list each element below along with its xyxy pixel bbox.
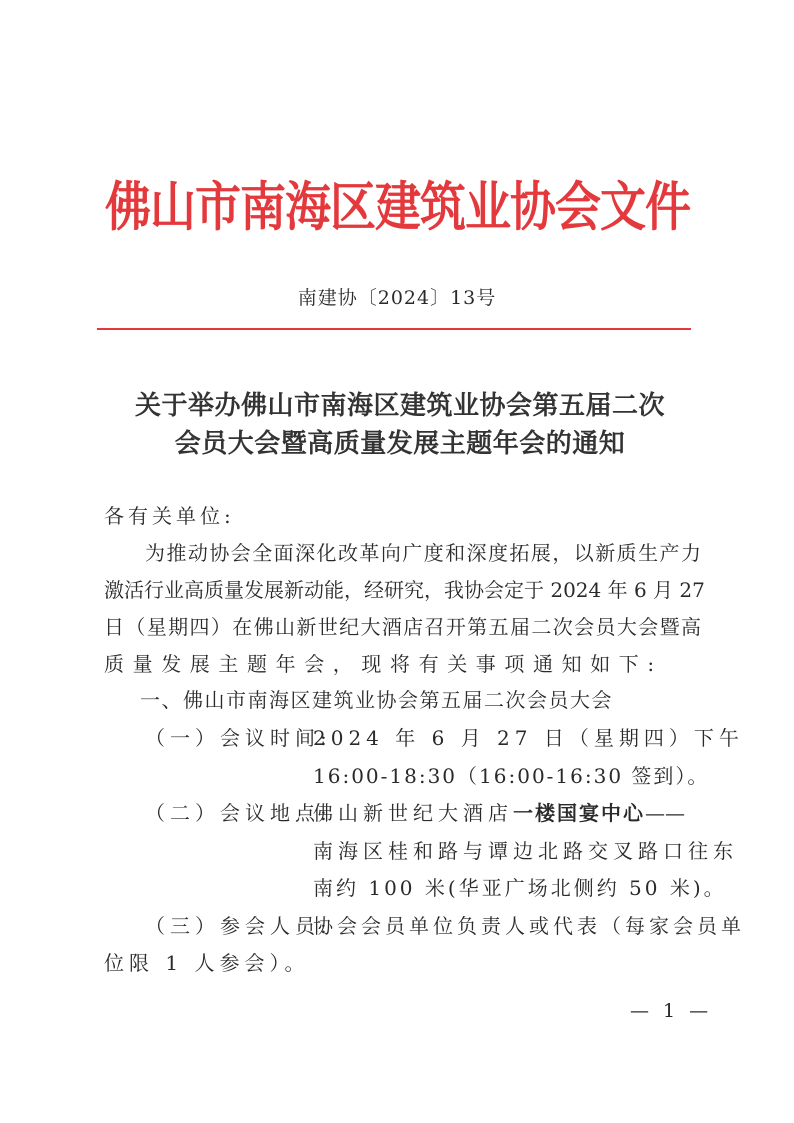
salutation: 各有关单位: <box>104 504 235 528</box>
org-document-header: 佛山市南海区建筑业协会文件 <box>105 175 690 238</box>
place-address-cont: 南约 100 米(华亚广场北侧约 50 米)。 <box>313 876 727 900</box>
red-divider <box>97 328 691 330</box>
place-hall: 一楼国宴中心 <box>513 801 645 825</box>
time-label: （一）会议时间: <box>145 726 332 750</box>
place-dash: —— <box>645 801 685 825</box>
section-heading: 一、佛山市南海区建筑业协会第五届二次会员大会 <box>140 688 613 712</box>
paragraph-line: 质量发展主题年会，现将有关事项通知如下: <box>104 652 663 676</box>
attendee-value: 协会会员单位负责人或代表（每家会员单 <box>313 914 745 938</box>
time-value-cont: 16:00-18:30（16:00-16:30 签到）。 <box>313 764 710 788</box>
place-label: （二）会议地点: <box>145 801 332 825</box>
document-number: 南建协〔2024〕13号 <box>297 287 497 309</box>
attendee-value-cont: 位限 1 人参会）。 <box>104 951 310 975</box>
notice-title-line-1: 关于举办佛山市南海区建筑业协会第五届二次 <box>134 391 665 421</box>
time-value: 2024 年 6 月 27 日（星期四）下午 <box>313 726 744 750</box>
place-hotel: 佛山新世纪大酒店 <box>313 801 513 825</box>
place-address: 南海区桂和路与谭边北路交叉路口往东 <box>313 839 738 863</box>
paragraph-line: 为推动协会全面深化改革向广度和深度拓展，以新质生产力 <box>145 541 701 565</box>
paragraph-line: 日（星期四）在佛山新世纪大酒店召开第五届二次会员大会暨高 <box>104 615 701 639</box>
page-number: — 1 — <box>630 1000 713 1022</box>
paragraph-line: 激活行业高质量发展新动能，经研究，我协会定于 2024 年 6 月 27 <box>104 578 705 602</box>
attendee-label: （三）参会人员: <box>145 914 332 938</box>
notice-title-line-2: 会员大会暨高质量发展主题年会的通知 <box>174 429 626 459</box>
place-value <box>313 797 685 826</box>
